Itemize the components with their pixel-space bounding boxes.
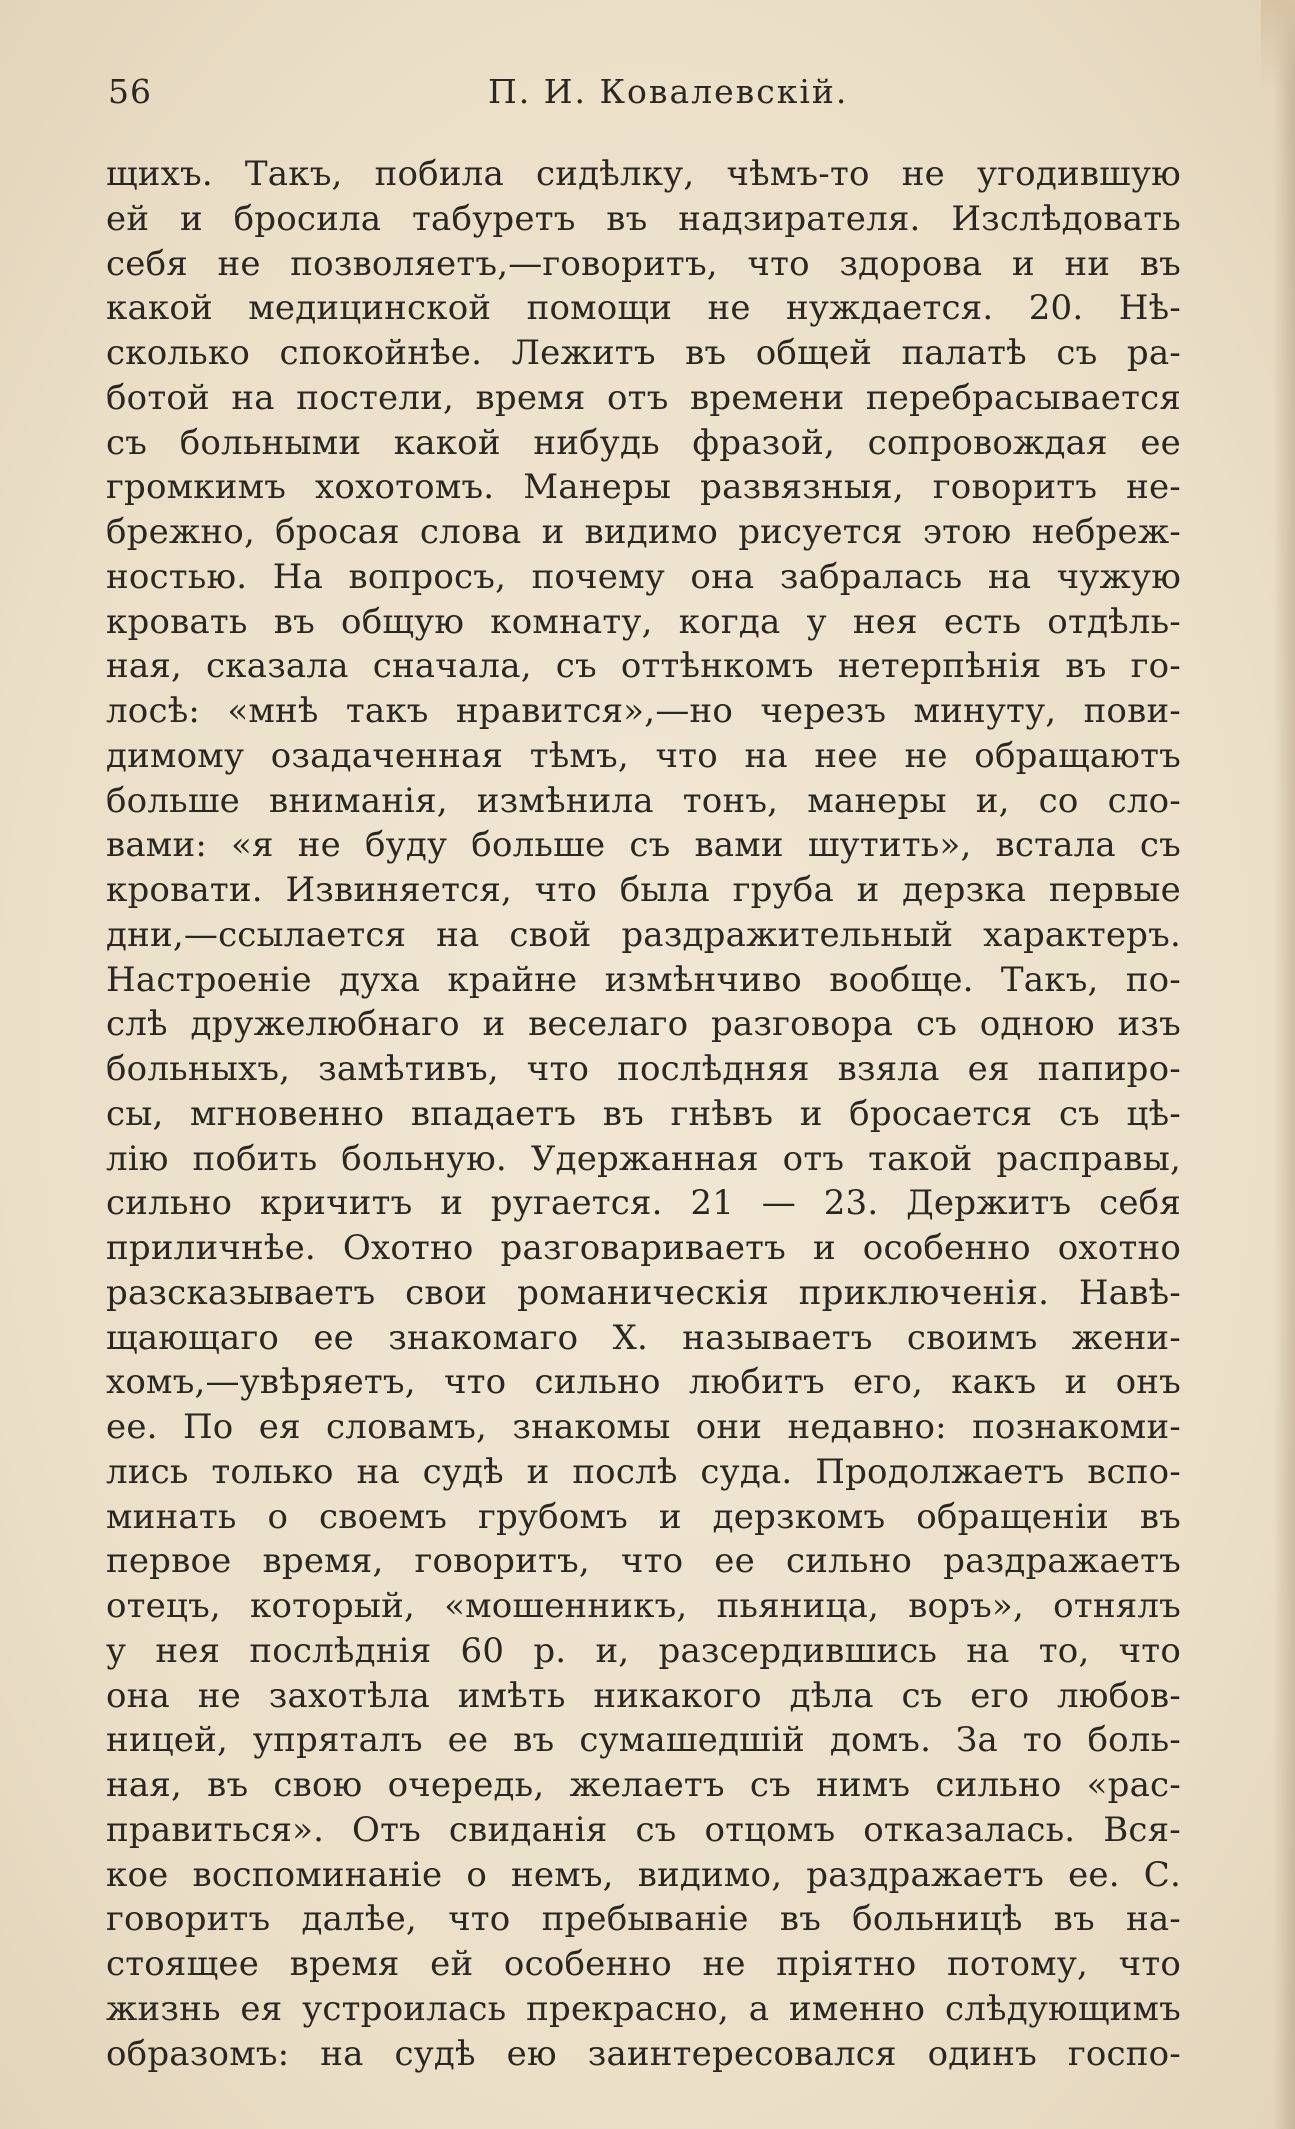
- text-line: ная, сказала сначала, съ оттѣнкомъ нетерпѣнія въ го-: [106, 646, 1181, 687]
- text-line: ная, въ свою очередь, желаетъ съ нимъ сильно «рас-: [106, 1765, 1181, 1805]
- text-line: вами: «я не буду больше съ вами шутить», встала съ: [106, 825, 1181, 866]
- text-line: больныхъ, замѣтивъ, что послѣдняя взяла ея папиро-: [106, 1049, 1181, 1089]
- text-line: кое воспоминаніе о немъ, видимо, раздражаетъ ее. С.: [106, 1854, 1181, 1895]
- text-line: брежно, бросая слова и видимо рисуется этою небреж-: [106, 512, 1181, 552]
- text-line: ботой на постели, время отъ времени перебрасывается: [106, 377, 1181, 418]
- text-line: стоящее время ей особенно не пріятно потому, что: [106, 1944, 1181, 1984]
- text-line: какой медицинской помощи не нуждается. 20. Нѣ-: [106, 288, 1181, 329]
- text-line: она не захотѣла имѣть никакого дѣла съ его любов-: [106, 1675, 1181, 1716]
- text-line: минать о своемъ грубомъ и дерзкомъ обращеніи въ: [106, 1496, 1181, 1537]
- body-text: [106, 152, 1181, 2076]
- text-line: димому озадаченная тѣмъ, что на нее не обращаютъ: [106, 735, 1181, 776]
- text-line: щающаго ее знакомаго X. называетъ своимъ жени-: [106, 1317, 1181, 1358]
- text-line: щихъ. Такъ, побила сидѣлку, чѣмъ-то не угодившую: [106, 154, 1181, 194]
- text-line: Настроеніе духа крайне измѣнчиво вообще. Такъ, по-: [106, 959, 1181, 1000]
- text-line: дни,—ссылается на свой раздражительный характеръ.: [106, 914, 1181, 955]
- page-number: 56: [108, 72, 152, 111]
- page-header: [108, 72, 1188, 122]
- text-line: образомъ: на судѣ ею заинтересовался одинъ госпо-: [106, 2033, 1181, 2074]
- text-line: ницей, упряталъ ее въ сумашедшій домъ. За то боль-: [106, 1720, 1181, 1761]
- text-line: лись только на судѣ и послѣ суда. Продолжаетъ вспо-: [106, 1451, 1181, 1492]
- text-line: больше вниманія, измѣнила тонъ, манеры и, со сло-: [106, 780, 1181, 821]
- text-line: отецъ, который, «мошенникъ, пьяница, воръ», отнялъ: [106, 1586, 1181, 1626]
- text-line: слѣ дружелюбнаго и веселаго разговора съ одною изъ: [106, 1004, 1181, 1045]
- text-line: лосѣ: «мнѣ такъ нравится»,—но черезъ минуту, пови-: [106, 691, 1181, 731]
- text-line: правиться». Отъ свиданія съ отцомъ отказалась. Вся-: [106, 1809, 1181, 1850]
- text-line: сы, мгновенно впадаетъ въ гнѣвъ и бросается съ цѣ-: [106, 1093, 1181, 1134]
- text-line: жизнь ея устроилась прекрасно, а именно слѣдующимъ: [106, 1988, 1181, 2029]
- text-line: ее. По ея словамъ, знакомы они недавно: познакоми-: [106, 1407, 1181, 1447]
- text-line: ностью. На вопросъ, почему она забралась на чужую: [106, 556, 1181, 597]
- running-title: П. И. Ковалевскій.: [488, 72, 849, 111]
- text-line: первое время, говоритъ, что ее сильно раздражаетъ: [106, 1541, 1181, 1582]
- text-line: ей и бросила табуретъ въ надзирателя. Изслѣдовать: [106, 198, 1181, 239]
- text-line: приличнѣе. Охотно разговариваетъ и особенно охотно: [106, 1228, 1181, 1268]
- text-line: съ больными какой нибудь фразой, сопровождая ее: [106, 422, 1181, 463]
- text-line: у нея послѣднія 60 р. и, разсердившись на то, что: [106, 1630, 1181, 1671]
- text-line: лію побить больную. Удержанная отъ такой расправы,: [106, 1138, 1181, 1179]
- text-line: говоритъ далѣе, что пребываніе въ больницѣ въ на-: [106, 1899, 1181, 1940]
- text-line: сколько спокойнѣе. Лежитъ въ общей палатѣ съ ра-: [106, 333, 1181, 373]
- text-line: себя не позволяетъ,—говоритъ, что здорова и ни въ: [106, 243, 1181, 284]
- text-line: сильно кричитъ и ругается. 21 — 23. Держитъ себя: [106, 1183, 1181, 1224]
- page-corner-wear: [1261, 0, 1295, 90]
- text-line: кровати. Извиняется, что была груба и дерзка первые: [106, 870, 1181, 910]
- text-line: разсказываетъ свои романическія приключенія. Навѣ-: [106, 1272, 1181, 1313]
- page-edge-shadow: [1273, 0, 1295, 2129]
- text-line: кровать въ общую комнату, когда у нея есть отдѣль-: [106, 601, 1181, 642]
- text-line: хомъ,—увѣряетъ, что сильно любитъ его, какъ и онъ: [106, 1362, 1181, 1403]
- text-line: громкимъ хохотомъ. Манеры развязныя, говоритъ не-: [106, 467, 1181, 508]
